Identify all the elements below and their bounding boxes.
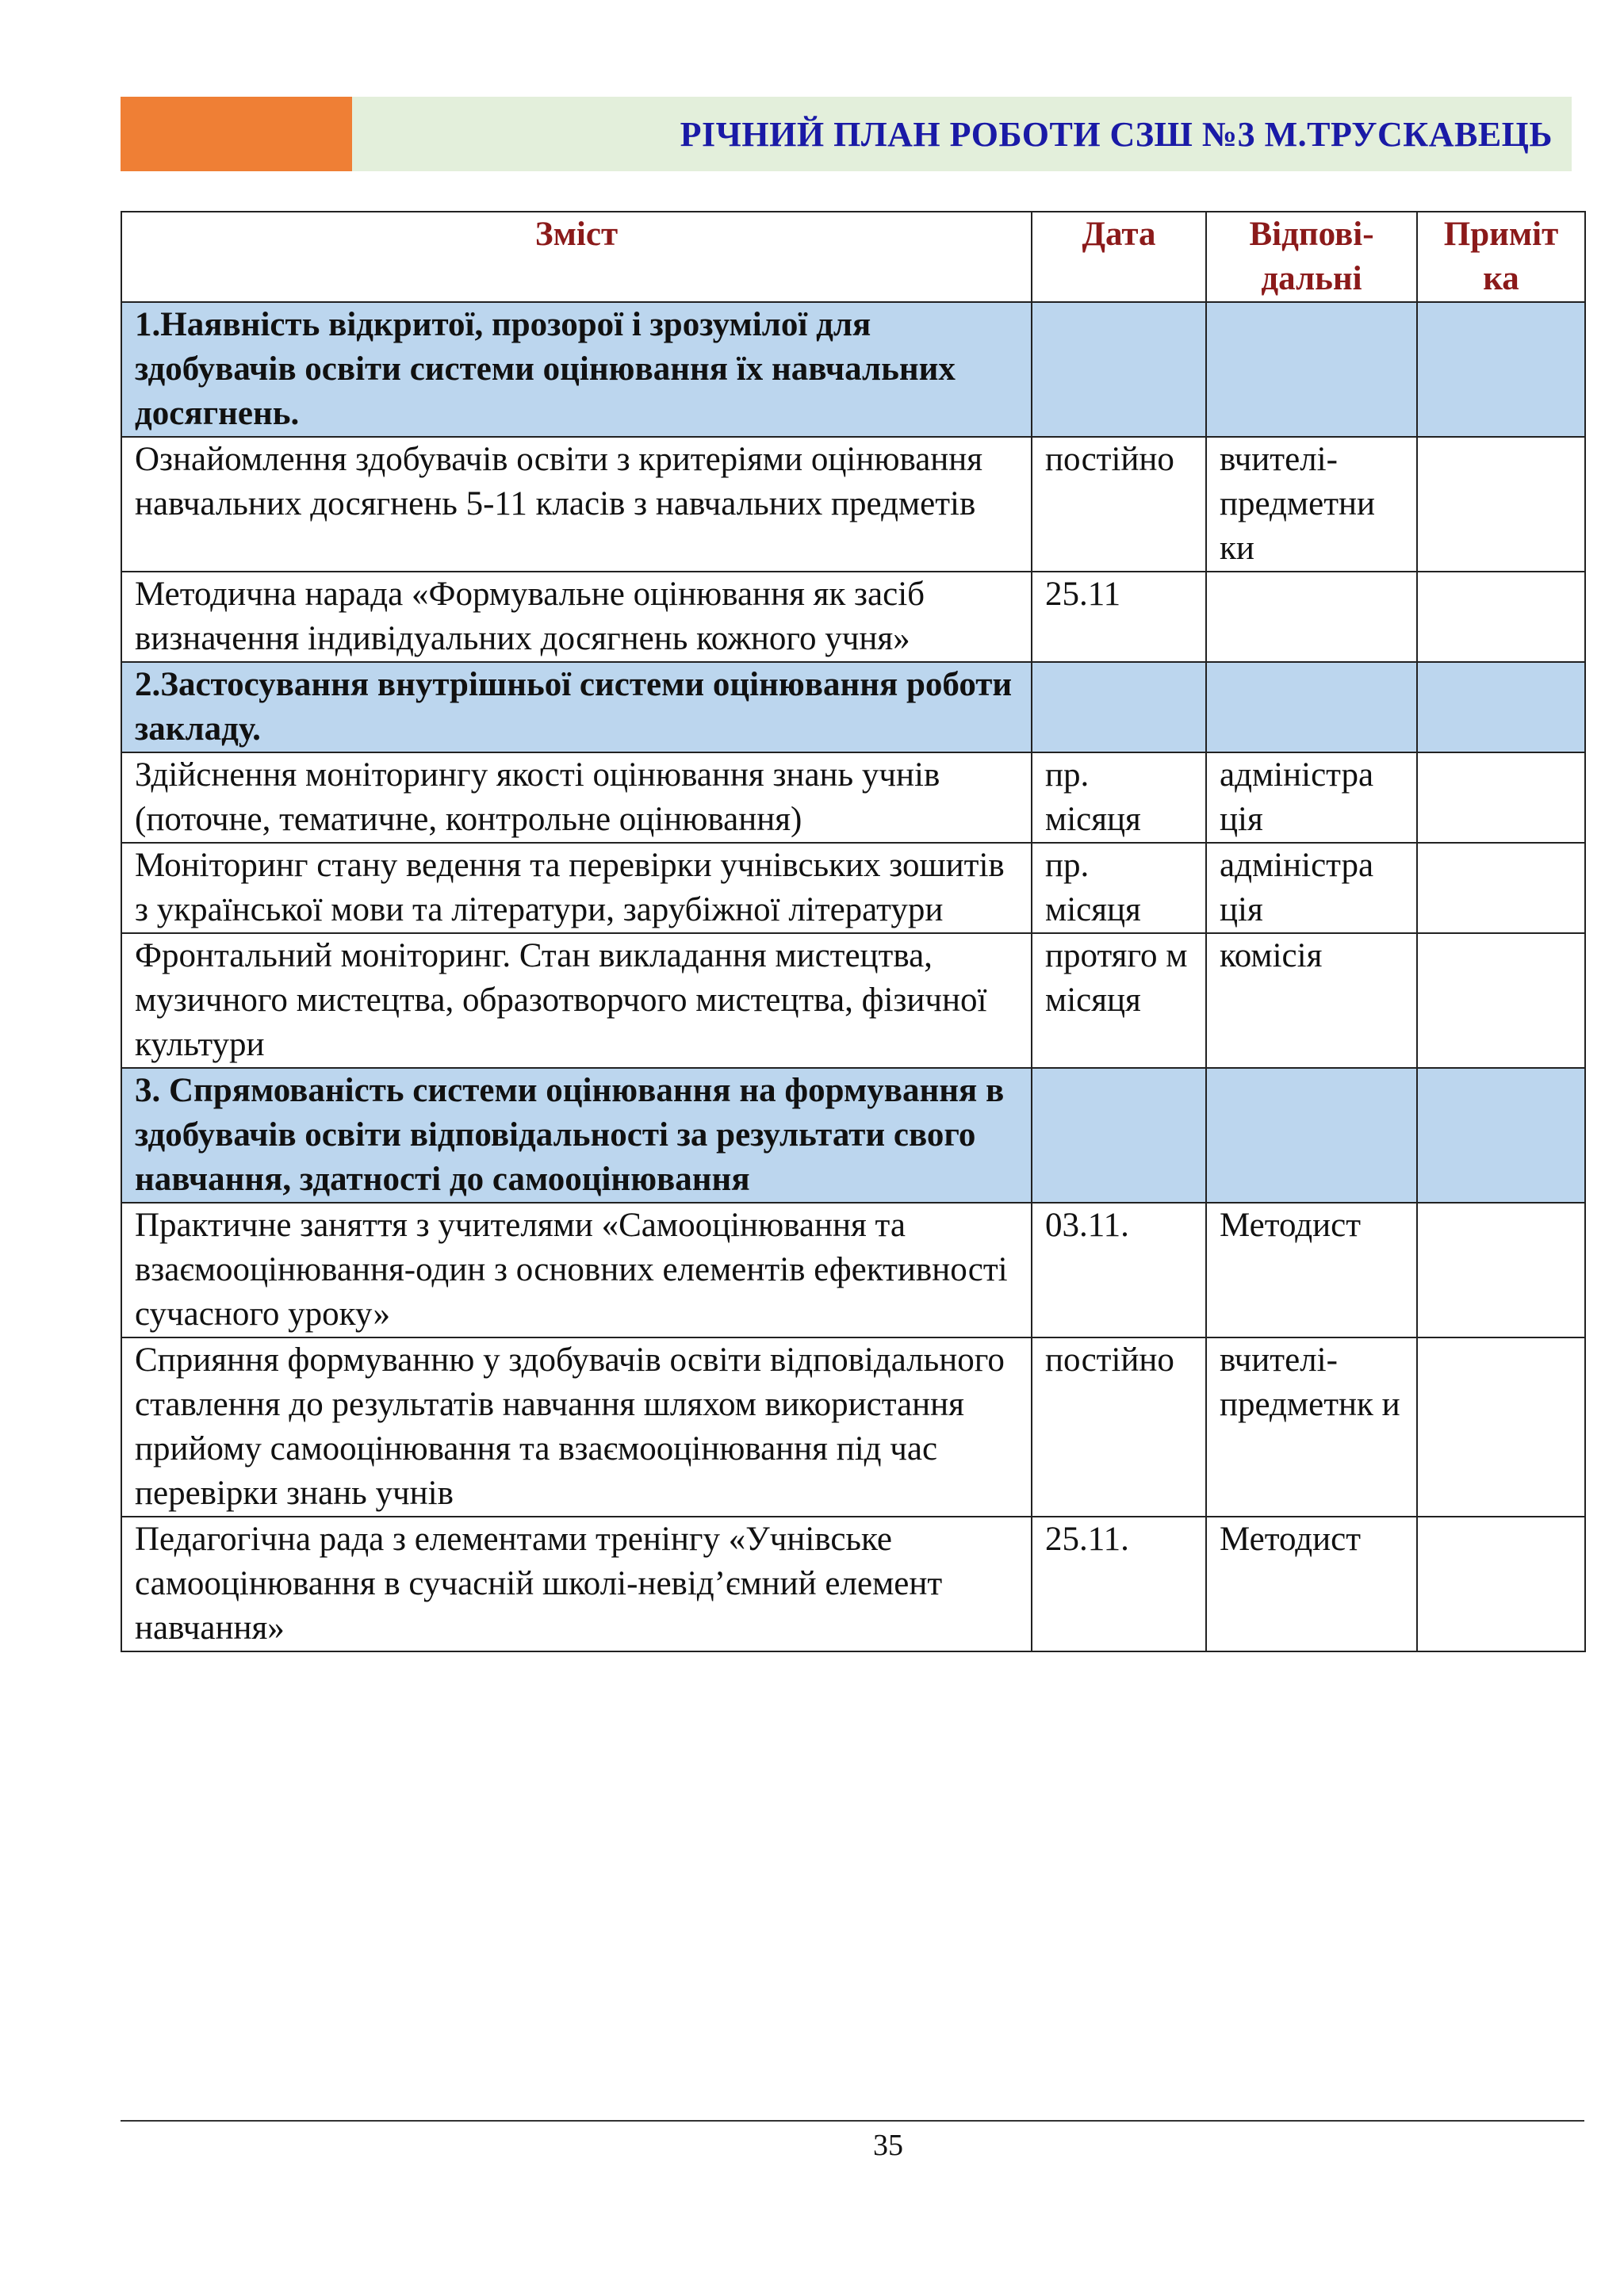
table-row — [121, 933, 1585, 1068]
cell-note — [1417, 302, 1585, 437]
table-row — [121, 1203, 1585, 1337]
cell-content: Фронтальний моніторинг. Стан викладання мистецтва, музичного мистецтва, образотворчого мистецтва, фізичної культури — [121, 933, 1032, 1068]
cell-content: Методична нарада «Формувальне оцінювання як засіб визначення індивідуальних досягнень кожного учня» — [121, 572, 1032, 662]
cell-note — [1417, 933, 1585, 1068]
cell-date — [1032, 302, 1206, 437]
cell-note — [1417, 843, 1585, 933]
cell-responsible — [1206, 662, 1417, 752]
cell-date: пр. місяця — [1032, 843, 1206, 933]
cell-date: постійно — [1032, 437, 1206, 572]
column-header-content: Зміст — [121, 212, 1032, 302]
cell-note — [1417, 572, 1585, 662]
cell-content: 1.Наявність відкритої, прозорої і зрозумілої для здобувачів освіти системи оцінювання їх навчальних досягнень. — [121, 302, 1032, 437]
cell-date: 25.11 — [1032, 572, 1206, 662]
section-row — [121, 1068, 1585, 1203]
cell-content: 3. Спрямованість системи оцінювання на формування в здобувачів освіти відповідальності за результати свого навчання, здатності до самооцінювання — [121, 1068, 1032, 1203]
cell-responsible: адміністра ція — [1206, 752, 1417, 843]
table-row — [121, 1517, 1585, 1651]
cell-content: Моніторинг стану ведення та перевірки учнівських зошитів з української мови та літератури, зарубіжної літератури — [121, 843, 1032, 933]
section-row — [121, 302, 1585, 437]
cell-content: Сприяння формуванню у здобувачів освіти відповідального ставлення до результатів навчання шляхом використання прийому самооцінювання та взаємооцінювання під час перевірки знань учнів — [121, 1337, 1032, 1517]
cell-content: Ознайомлення здобувачів освіти з критеріями оцінювання навчальних досягнень 5-11 класів з навчальних предметів — [121, 437, 1032, 572]
cell-content: Здійснення моніторингу якості оцінювання знань учнів (поточне, тематичне, контрольне оцінювання) — [121, 752, 1032, 843]
cell-responsible — [1206, 302, 1417, 437]
table-row — [121, 752, 1585, 843]
cell-date: 25.11. — [1032, 1517, 1206, 1651]
page-number: 35 — [873, 2129, 903, 2162]
cell-responsible: адміністра ція — [1206, 843, 1417, 933]
cell-note — [1417, 752, 1585, 843]
cell-note — [1417, 1203, 1585, 1337]
footer-divider — [121, 2120, 1584, 2122]
column-header-note: Приміт ка — [1417, 212, 1585, 302]
cell-responsible: Методист — [1206, 1203, 1417, 1337]
cell-content: Практичне заняття з учителями «Самооцінювання та взаємооцінювання-один з основних елементів ефективності сучасного уроку» — [121, 1203, 1032, 1337]
plan-table — [121, 211, 1586, 1652]
cell-note — [1417, 1517, 1585, 1651]
cell-responsible: комісія — [1206, 933, 1417, 1068]
cell-note — [1417, 662, 1585, 752]
cell-responsible: вчителі-предметни ки — [1206, 437, 1417, 572]
cell-date: пр. місяця — [1032, 752, 1206, 843]
page-title: РІЧНИЙ ПЛАН РОБОТИ СЗШ №3 М.ТРУСКАВЕЦЬ — [680, 114, 1553, 154]
cell-content: Педагогічна рада з елементами тренінгу «Учнівське самооцінювання в сучасній школі-невід’ємний елемент навчання» — [121, 1517, 1032, 1651]
cell-note — [1417, 1068, 1585, 1203]
cell-date — [1032, 662, 1206, 752]
table-header-row — [121, 212, 1585, 302]
table-row — [121, 843, 1585, 933]
table-body — [121, 302, 1585, 1651]
cell-date: постійно — [1032, 1337, 1206, 1517]
cell-content: 2.Застосування внутрішньої системи оцінювання роботи закладу. — [121, 662, 1032, 752]
cell-date — [1032, 1068, 1206, 1203]
cell-date: протяго м місяця — [1032, 933, 1206, 1068]
table-row — [121, 437, 1585, 572]
header-accent-block — [121, 97, 352, 171]
cell-responsible: вчителі-предметнк и — [1206, 1337, 1417, 1517]
table-row — [121, 572, 1585, 662]
cell-note — [1417, 437, 1585, 572]
cell-responsible: Методист — [1206, 1517, 1417, 1651]
cell-responsible — [1206, 1068, 1417, 1203]
cell-note — [1417, 1337, 1585, 1517]
cell-responsible — [1206, 572, 1417, 662]
column-header-responsible: Відпові-дальні — [1206, 212, 1417, 302]
section-row — [121, 662, 1585, 752]
table-row — [121, 1337, 1585, 1517]
header-band — [121, 97, 1572, 171]
header-title-bar — [352, 97, 1572, 171]
column-header-date: Дата — [1032, 212, 1206, 302]
cell-date: 03.11. — [1032, 1203, 1206, 1337]
